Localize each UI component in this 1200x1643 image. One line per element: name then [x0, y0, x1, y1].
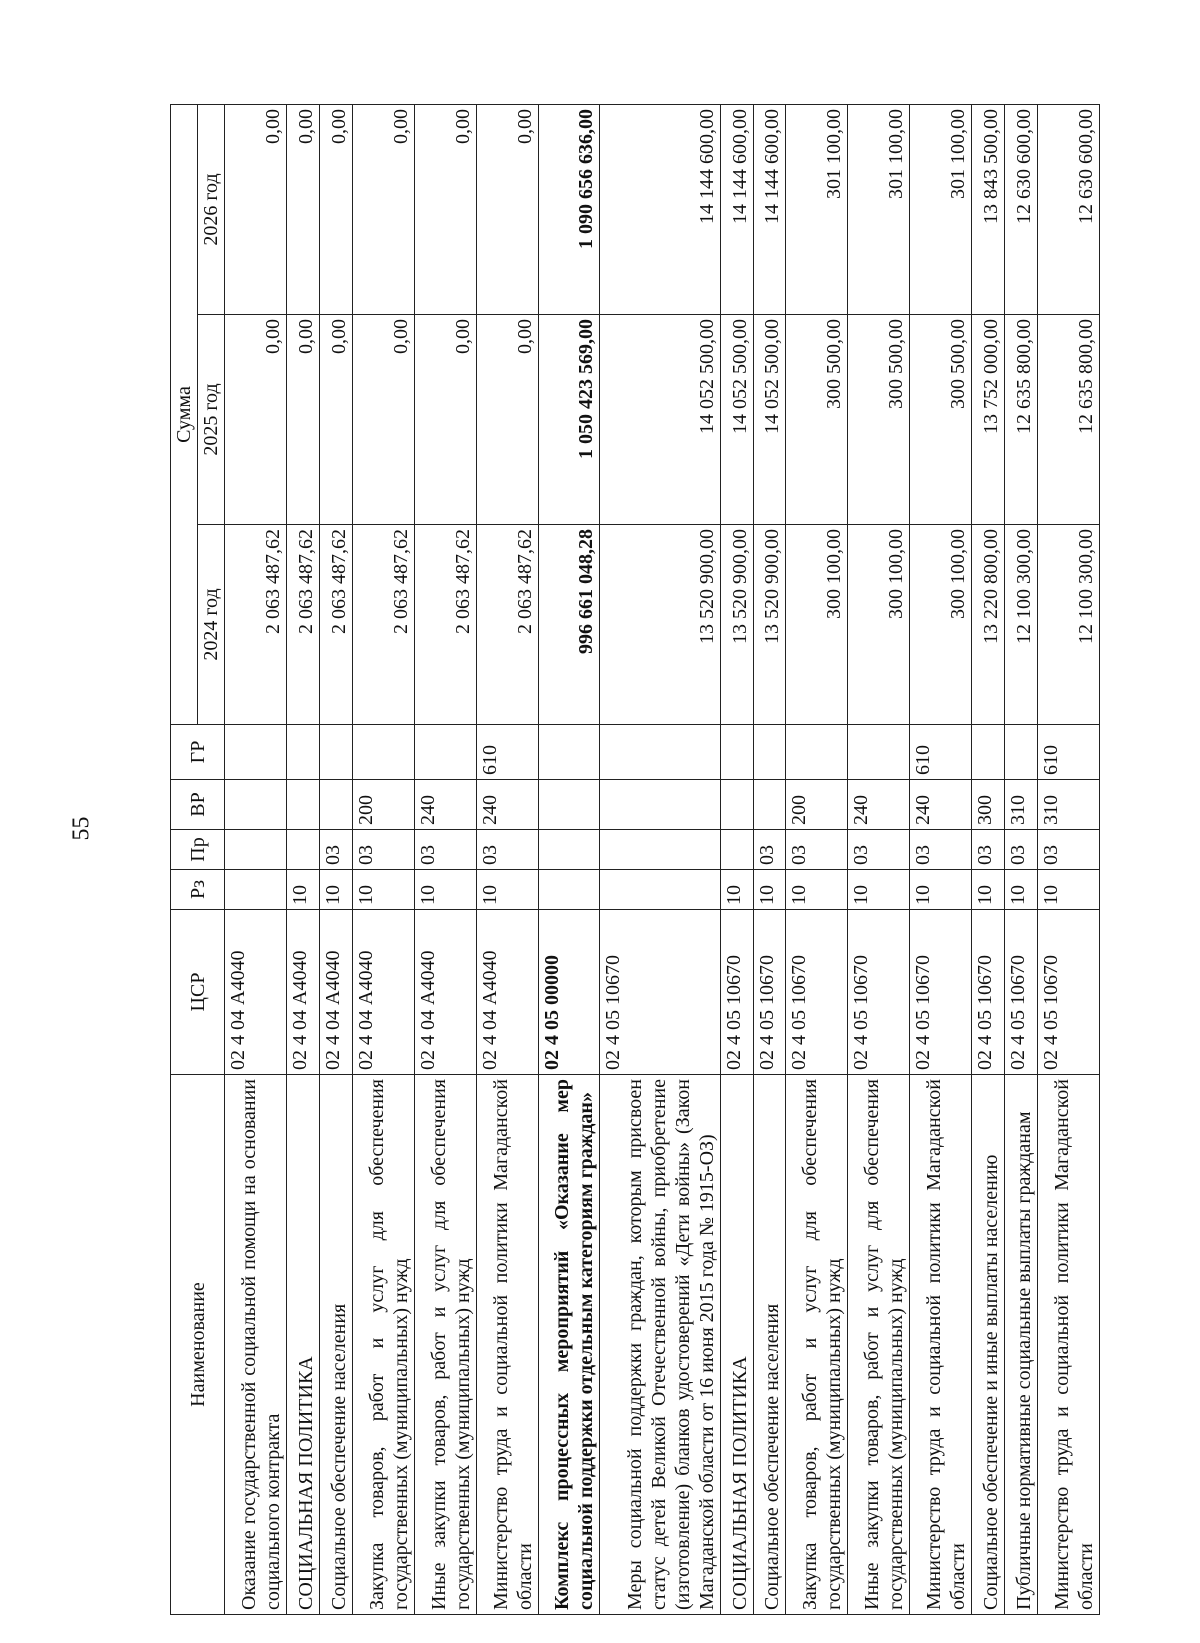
- table-row: [225, 104, 287, 1614]
- cell-gr: 610: [910, 725, 972, 780]
- cell-gr: [1005, 725, 1038, 780]
- cell-name: Публичные нормативные социальные выплаты гражданам: [1005, 1075, 1038, 1615]
- cell-name: Социальное обеспечение населения: [753, 1075, 786, 1615]
- table-row: [319, 104, 352, 1614]
- table-row: [414, 104, 476, 1614]
- page-number: 55: [68, 816, 95, 841]
- cell-rz: 10: [414, 870, 476, 910]
- cell-name: Министерство труда и социальной политики Магаданской области: [910, 1075, 972, 1615]
- cell-2024: 996 661 048,28: [538, 525, 600, 725]
- cell-csr: 02 4 05 10670: [720, 910, 753, 1075]
- cell-2025: 14 052 500,00: [720, 315, 753, 525]
- cell-rz: 10: [476, 870, 538, 910]
- cell-gr: [972, 725, 1005, 780]
- cell-csr: 02 4 05 10670: [972, 910, 1005, 1075]
- cell-2026: 1 090 656 636,00: [538, 104, 600, 314]
- cell-rz: 10: [352, 870, 414, 910]
- cell-2024: 300 100,00: [848, 525, 910, 725]
- cell-2024: 13 220 800,00: [972, 525, 1005, 725]
- cell-2024: 2 063 487,62: [225, 525, 287, 725]
- cell-2025: 14 052 500,00: [753, 315, 786, 525]
- table-row: [786, 104, 848, 1614]
- cell-name: Социальное обеспечение населения: [319, 1075, 352, 1615]
- cell-csr: 02 4 05 10670: [786, 910, 848, 1075]
- cell-2026: 0,00: [225, 104, 287, 314]
- cell-2024: 2 063 487,62: [286, 525, 319, 725]
- cell-gr: [753, 725, 786, 780]
- cell-name: Министерство труда и социальной политики Магаданской области: [476, 1075, 538, 1615]
- cell-vr: [225, 780, 287, 830]
- table-row: [972, 104, 1005, 1614]
- cell-rz: 10: [786, 870, 848, 910]
- cell-vr: 310: [1037, 780, 1099, 830]
- cell-vr: [753, 780, 786, 830]
- cell-name: Иные закупки товаров, работ и услуг для обеспечения государственных (муниципальных) нужд: [848, 1075, 910, 1615]
- cell-2025: 0,00: [319, 315, 352, 525]
- cell-pr: 03: [972, 830, 1005, 870]
- cell-pr: 03: [476, 830, 538, 870]
- header-csr: ЦСР: [171, 910, 225, 1075]
- cell-2026: 14 144 600,00: [753, 104, 786, 314]
- cell-vr: [319, 780, 352, 830]
- cell-2025: 300 500,00: [848, 315, 910, 525]
- cell-2025: 0,00: [225, 315, 287, 525]
- cell-vr: [600, 780, 720, 830]
- cell-rz: [225, 870, 287, 910]
- cell-2024: 12 100 300,00: [1005, 525, 1038, 725]
- cell-2024: 2 063 487,62: [319, 525, 352, 725]
- cell-rz: 10: [286, 870, 319, 910]
- table-row: [352, 104, 414, 1614]
- cell-csr: 02 4 05 10670: [600, 910, 720, 1075]
- cell-2026: 12 630 600,00: [1037, 104, 1099, 314]
- cell-pr: 03: [1037, 830, 1099, 870]
- cell-pr: 03: [848, 830, 910, 870]
- cell-pr: 03: [319, 830, 352, 870]
- cell-2025: 1 050 423 569,00: [538, 315, 600, 525]
- cell-gr: [225, 725, 287, 780]
- cell-csr: 02 4 04 А4040: [319, 910, 352, 1075]
- cell-2026: 14 144 600,00: [600, 104, 720, 314]
- table-body: [225, 104, 1100, 1614]
- cell-gr: [319, 725, 352, 780]
- header-rz: Рз: [171, 870, 225, 910]
- cell-csr: 02 4 05 10670: [1005, 910, 1038, 1075]
- cell-vr: 300: [972, 780, 1005, 830]
- table-row: [848, 104, 910, 1614]
- header-2024: 2024 год: [198, 525, 225, 725]
- cell-csr: 02 4 05 00000: [538, 910, 600, 1075]
- cell-pr: 03: [786, 830, 848, 870]
- cell-gr: [352, 725, 414, 780]
- cell-name: Оказание государственной социальной помощи на основании социального контракта: [225, 1075, 287, 1615]
- cell-pr: 03: [352, 830, 414, 870]
- cell-2026: 0,00: [352, 104, 414, 314]
- cell-name: СОЦИАЛЬНАЯ ПОЛИТИКА: [286, 1075, 319, 1615]
- cell-2025: 0,00: [414, 315, 476, 525]
- cell-2026: 13 843 500,00: [972, 104, 1005, 314]
- cell-2026: 301 100,00: [848, 104, 910, 314]
- cell-2024: 12 100 300,00: [1037, 525, 1099, 725]
- cell-vr: [720, 780, 753, 830]
- cell-csr: 02 4 04 А4040: [476, 910, 538, 1075]
- cell-name: Меры социальной поддержки граждан, которым присвоен статус детей Великой Отечественной войны, приобретение (изготовление) бланков удостоверений «Дети войны» (Закон Магаданской области от 16 июня 2015 года № 1915-ОЗ): [600, 1075, 720, 1615]
- cell-name: Закупка товаров, работ и услуг для обеспечения государственных (муниципальных) нужд: [786, 1075, 848, 1615]
- header-gr: ГР: [171, 725, 225, 780]
- cell-2025: 12 635 800,00: [1037, 315, 1099, 525]
- header-2026: 2026 год: [198, 104, 225, 314]
- table-row: [476, 104, 538, 1614]
- cell-csr: 02 4 04 А4040: [414, 910, 476, 1075]
- cell-rz: 10: [910, 870, 972, 910]
- cell-gr: 610: [1037, 725, 1099, 780]
- cell-pr: [286, 830, 319, 870]
- table-row: [600, 104, 720, 1614]
- cell-2024: 300 100,00: [786, 525, 848, 725]
- cell-vr: 240: [414, 780, 476, 830]
- cell-2026: 14 144 600,00: [720, 104, 753, 314]
- cell-csr: 02 4 05 10670: [848, 910, 910, 1075]
- cell-2026: 301 100,00: [786, 104, 848, 314]
- cell-2025: 300 500,00: [910, 315, 972, 525]
- cell-pr: [538, 830, 600, 870]
- cell-pr: 03: [910, 830, 972, 870]
- cell-gr: 610: [476, 725, 538, 780]
- header-2025: 2025 год: [198, 315, 225, 525]
- cell-2025: 0,00: [286, 315, 319, 525]
- cell-rz: 10: [1037, 870, 1099, 910]
- cell-gr: [720, 725, 753, 780]
- cell-pr: [225, 830, 287, 870]
- cell-2024: 2 063 487,62: [414, 525, 476, 725]
- cell-2026: 0,00: [476, 104, 538, 314]
- cell-csr: 02 4 05 10670: [910, 910, 972, 1075]
- cell-2026: 301 100,00: [910, 104, 972, 314]
- cell-vr: 310: [1005, 780, 1038, 830]
- cell-2024: 2 063 487,62: [352, 525, 414, 725]
- cell-pr: [720, 830, 753, 870]
- cell-2024: 300 100,00: [910, 525, 972, 725]
- cell-2024: 13 520 900,00: [720, 525, 753, 725]
- table-header: [171, 104, 225, 1614]
- cell-2024: 2 063 487,62: [476, 525, 538, 725]
- cell-name: Закупка товаров, работ и услуг для обеспечения государственных (муниципальных) нужд: [352, 1075, 414, 1615]
- header-name: Наименование: [171, 1075, 225, 1615]
- cell-rz: 10: [1005, 870, 1038, 910]
- cell-name: СОЦИАЛЬНАЯ ПОЛИТИКА: [720, 1075, 753, 1615]
- cell-2025: 300 500,00: [786, 315, 848, 525]
- cell-gr: [538, 725, 600, 780]
- cell-rz: [538, 870, 600, 910]
- cell-csr: 02 4 04 А4040: [225, 910, 287, 1075]
- table-row: [538, 104, 600, 1614]
- header-sum: Сумма: [171, 104, 198, 724]
- cell-vr: 200: [352, 780, 414, 830]
- cell-vr: [538, 780, 600, 830]
- cell-pr: 03: [1005, 830, 1038, 870]
- cell-name: Министерство труда и социальной политики Магаданской области: [1037, 1075, 1099, 1615]
- cell-2026: 12 630 600,00: [1005, 104, 1038, 314]
- cell-gr: [414, 725, 476, 780]
- cell-2025: 14 052 500,00: [600, 315, 720, 525]
- cell-vr: 200: [786, 780, 848, 830]
- cell-2025: 0,00: [476, 315, 538, 525]
- table-row: [753, 104, 786, 1614]
- budget-table-container: [170, 105, 1100, 1615]
- table-row: [1037, 104, 1099, 1614]
- cell-2026: 0,00: [414, 104, 476, 314]
- cell-2024: 13 520 900,00: [753, 525, 786, 725]
- cell-vr: 240: [910, 780, 972, 830]
- cell-2026: 0,00: [286, 104, 319, 314]
- cell-name: Иные закупки товаров, работ и услуг для обеспечения государственных (муниципальных) нужд: [414, 1075, 476, 1615]
- cell-csr: 02 4 04 А4040: [352, 910, 414, 1075]
- table-row: [286, 104, 319, 1614]
- table-row: [720, 104, 753, 1614]
- cell-name: Комплекс процессных мероприятий «Оказание мер социальной поддержки отдельным категориям граждан»: [538, 1075, 600, 1615]
- cell-rz: [600, 870, 720, 910]
- cell-gr: [600, 725, 720, 780]
- cell-2025: 13 752 000,00: [972, 315, 1005, 525]
- cell-pr: 03: [414, 830, 476, 870]
- cell-rz: 10: [319, 870, 352, 910]
- table-row: [1005, 104, 1038, 1614]
- cell-gr: [286, 725, 319, 780]
- cell-vr: [286, 780, 319, 830]
- cell-name: Социальное обеспечение и иные выплаты населению: [972, 1075, 1005, 1615]
- cell-vr: 240: [476, 780, 538, 830]
- cell-gr: [786, 725, 848, 780]
- header-vr: ВР: [171, 780, 225, 830]
- budget-table: [170, 104, 1100, 1615]
- cell-csr: 02 4 04 А4040: [286, 910, 319, 1075]
- header-pr: Пр: [171, 830, 225, 870]
- cell-gr: [848, 725, 910, 780]
- cell-rz: 10: [753, 870, 786, 910]
- cell-rz: 10: [848, 870, 910, 910]
- cell-rz: 10: [720, 870, 753, 910]
- cell-rz: 10: [972, 870, 1005, 910]
- cell-2025: 0,00: [352, 315, 414, 525]
- cell-2024: 13 520 900,00: [600, 525, 720, 725]
- cell-vr: 240: [848, 780, 910, 830]
- cell-pr: 03: [753, 830, 786, 870]
- table-row: [910, 104, 972, 1614]
- cell-csr: 02 4 05 10670: [1037, 910, 1099, 1075]
- cell-pr: [600, 830, 720, 870]
- cell-2026: 0,00: [319, 104, 352, 314]
- cell-2025: 12 635 800,00: [1005, 315, 1038, 525]
- cell-csr: 02 4 05 10670: [753, 910, 786, 1075]
